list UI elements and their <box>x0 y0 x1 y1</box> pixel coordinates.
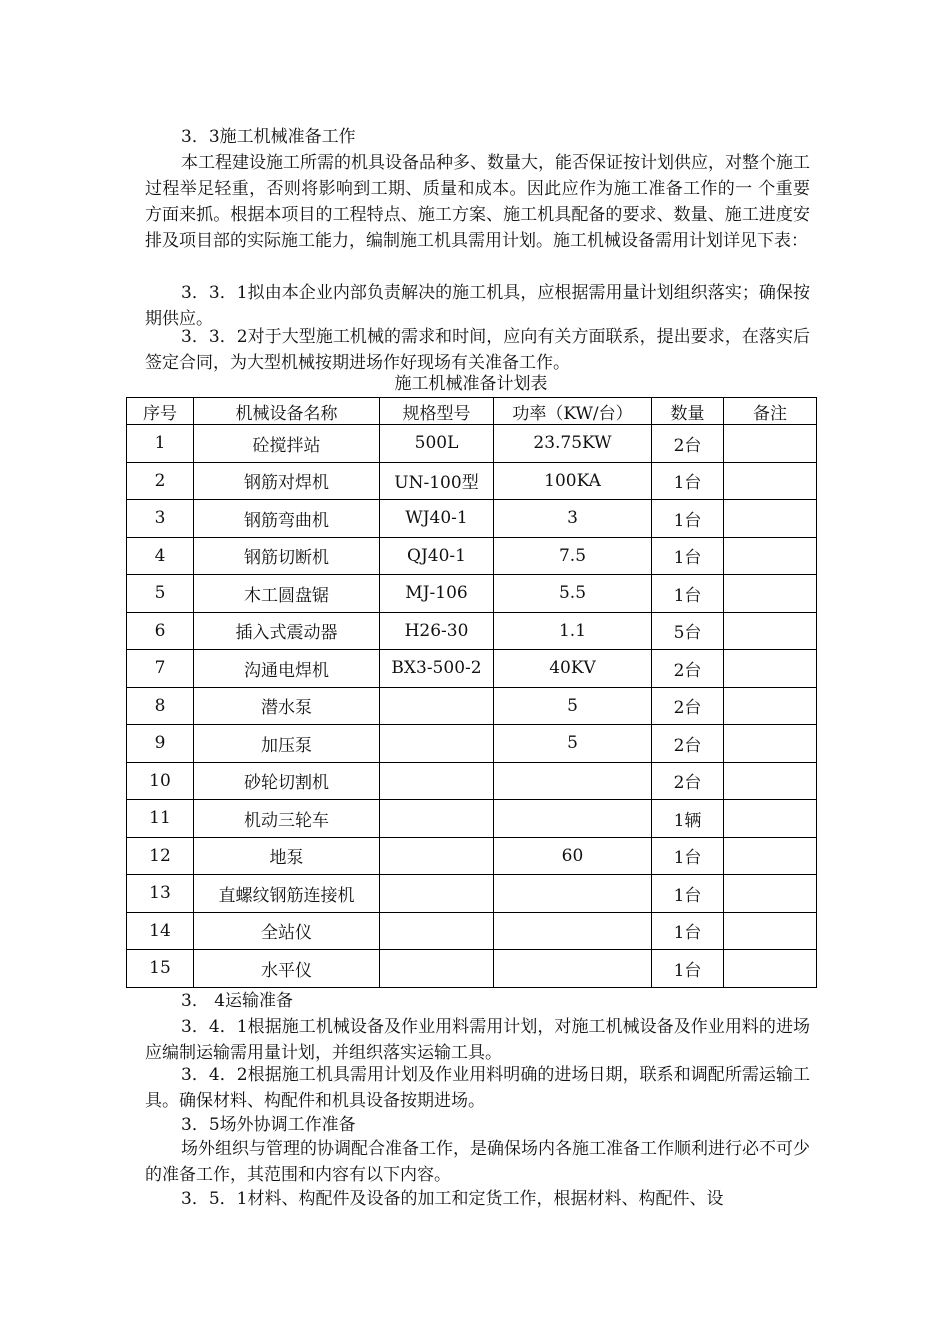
table-cell: 直螺纹钢筋连接机 <box>194 875 380 913</box>
table-cell: 12 <box>127 837 194 875</box>
table-cell <box>380 762 494 800</box>
section-heading-3-5: 3．5场外协调工作准备 <box>181 1115 356 1135</box>
table-row <box>127 612 817 650</box>
table-cell: 1台 <box>652 462 724 500</box>
table-cell: 地泵 <box>194 837 380 875</box>
table-cell: 15 <box>127 950 194 988</box>
table-cell: 全站仪 <box>194 912 380 950</box>
table-cell: MJ-106 <box>380 575 494 613</box>
table-cell <box>494 762 652 800</box>
table-cell: 9 <box>127 725 194 763</box>
table-row <box>127 725 817 763</box>
table-cell <box>494 950 652 988</box>
table-cell: 23.75KW <box>494 425 652 463</box>
header-cell: 机械设备名称 <box>194 398 380 425</box>
table-cell: 2台 <box>652 425 724 463</box>
table-cell: H26-30 <box>380 612 494 650</box>
table-row <box>127 462 817 500</box>
table-row <box>127 950 817 988</box>
table-caption: 施工机械准备计划表 <box>394 374 548 394</box>
table-cell: 2 <box>127 462 194 500</box>
table-row <box>127 800 817 838</box>
table-cell: 5 <box>494 687 652 725</box>
header-cell: 功率（KW/台） <box>494 398 652 425</box>
table-cell <box>724 537 817 575</box>
table-cell <box>380 950 494 988</box>
table-cell: 砼搅拌站 <box>194 425 380 463</box>
paragraph-3-4-1: 3．4．1根据施工机械设备及作业用料需用计划，对施工机械设备及作业用料的进场应编制运输需用量计划，并组织落实运输工具。 <box>145 1017 810 1063</box>
table-cell: 7.5 <box>494 537 652 575</box>
table-row <box>127 837 817 875</box>
paragraph-3-3-2: 3．3．2对于大型施工机械的需求和时间，应向有关方面联系，提出要求，在落实后签定合同，为大型机械按期进场作好现场有关准备工作。 <box>145 327 810 373</box>
table-cell: 1.1 <box>494 612 652 650</box>
table-row <box>127 762 817 800</box>
table-cell <box>724 650 817 688</box>
table-cell: 100KA <box>494 462 652 500</box>
table-cell: WJ40-1 <box>380 500 494 538</box>
table-cell: 11 <box>127 800 194 838</box>
table-cell: 10 <box>127 762 194 800</box>
table-cell <box>380 800 494 838</box>
header-cell: 规格型号 <box>380 398 494 425</box>
table-cell: 40KV <box>494 650 652 688</box>
table-row <box>127 537 817 575</box>
section-heading-3-4: 3． 4运输准备 <box>181 991 294 1011</box>
table-cell: 3 <box>494 500 652 538</box>
table-cell: 1台 <box>652 950 724 988</box>
table-cell <box>724 687 817 725</box>
table-cell: 4 <box>127 537 194 575</box>
header-cell: 备注 <box>724 398 817 425</box>
table-cell <box>724 950 817 988</box>
table-row <box>127 650 817 688</box>
table-row <box>127 912 817 950</box>
table-cell: 潜水泵 <box>194 687 380 725</box>
table-cell <box>724 462 817 500</box>
table-cell: 13 <box>127 875 194 913</box>
table-cell: 插入式震动器 <box>194 612 380 650</box>
paragraph-intro: 本工程建设施工所需的机具设备品种多、数量大，能否保证按计划供应，对整个施工过程举足轻重，否则将影响到工期、质量和成本。因此应作为施工准备工作的一 个重要方面来抓。根据本项目的工程特点、施工方案、施工机具配备的要求、数量、施工进度安排及项目部的实际施工能力，编制施工机具需用计划。施工机械设备需用计划详见下表： <box>145 153 810 251</box>
table-cell <box>724 612 817 650</box>
section-heading-3-3: 3．3施工机械准备工作 <box>181 127 356 147</box>
header-cell: 序号 <box>127 398 194 425</box>
paragraph-3-5-intro: 场外组织与管理的协调配合准备工作，是确保场内各施工准备工作顺利进行必不可少的准备工作，其范围和内容有以下内容。 <box>145 1139 810 1185</box>
table-cell: 14 <box>127 912 194 950</box>
table-cell: 1台 <box>652 912 724 950</box>
table-cell: 1 <box>127 425 194 463</box>
table-cell: 5 <box>127 575 194 613</box>
table-row <box>127 425 817 463</box>
table-cell: 木工圆盘锯 <box>194 575 380 613</box>
table-cell <box>380 687 494 725</box>
table-cell: BX3-500-2 <box>380 650 494 688</box>
table-cell: 1台 <box>652 500 724 538</box>
table-cell <box>724 837 817 875</box>
table-cell: 水平仪 <box>194 950 380 988</box>
table-cell: 1台 <box>652 875 724 913</box>
table-cell: 2台 <box>652 762 724 800</box>
table-cell: 钢筋切断机 <box>194 537 380 575</box>
table-cell: 2台 <box>652 650 724 688</box>
table-cell: 5.5 <box>494 575 652 613</box>
table-cell <box>724 800 817 838</box>
table-cell: 钢筋对焊机 <box>194 462 380 500</box>
table-cell <box>724 425 817 463</box>
table-cell: 1台 <box>652 537 724 575</box>
table-cell: UN-100型 <box>380 462 494 500</box>
table-cell <box>380 912 494 950</box>
table-cell <box>724 875 817 913</box>
table-cell: 6 <box>127 612 194 650</box>
table-cell: 沟通电焊机 <box>194 650 380 688</box>
table-header-row <box>127 398 817 425</box>
table-cell <box>380 725 494 763</box>
table-cell <box>494 800 652 838</box>
table-cell: 5 <box>494 725 652 763</box>
header-cell: 数量 <box>652 398 724 425</box>
table-cell <box>724 762 817 800</box>
table-cell: 500L <box>380 425 494 463</box>
table-cell <box>380 875 494 913</box>
table-cell <box>494 912 652 950</box>
table-row <box>127 500 817 538</box>
table-row <box>127 875 817 913</box>
table-row <box>127 575 817 613</box>
table-cell: 1台 <box>652 575 724 613</box>
table-cell <box>724 500 817 538</box>
table-cell <box>724 912 817 950</box>
table-cell: 砂轮切割机 <box>194 762 380 800</box>
paragraph-3-3-1: 3．3．1拟由本企业内部负责解决的施工机具，应根据需用量计划组织落实；确保按期供应。 <box>145 283 810 329</box>
table-cell: 8 <box>127 687 194 725</box>
table-cell: 7 <box>127 650 194 688</box>
table-cell: 2台 <box>652 687 724 725</box>
table-cell: 1辆 <box>652 800 724 838</box>
table-cell: 钢筋弯曲机 <box>194 500 380 538</box>
table-row <box>127 687 817 725</box>
table-cell <box>494 875 652 913</box>
paragraph-3-4-2: 3．4．2根据施工机具需用计划及作业用料明确的进场日期，联系和调配所需运输工具。确保材料、构配件和机具设备按期进场。 <box>145 1065 810 1111</box>
equipment-plan-table <box>126 397 817 988</box>
table-cell: 5台 <box>652 612 724 650</box>
table-cell <box>724 575 817 613</box>
table-cell <box>724 725 817 763</box>
table-cell: 1台 <box>652 837 724 875</box>
table-cell: 加压泵 <box>194 725 380 763</box>
table-cell: 2台 <box>652 725 724 763</box>
table-cell: 机动三轮车 <box>194 800 380 838</box>
table-cell <box>380 837 494 875</box>
table-body <box>127 425 817 988</box>
table-cell: QJ40-1 <box>380 537 494 575</box>
paragraph-3-5-1: 3．5．1材料、构配件及设备的加工和定货工作，根据材料、构配件、设 <box>181 1189 724 1209</box>
table-cell: 60 <box>494 837 652 875</box>
table-cell: 3 <box>127 500 194 538</box>
